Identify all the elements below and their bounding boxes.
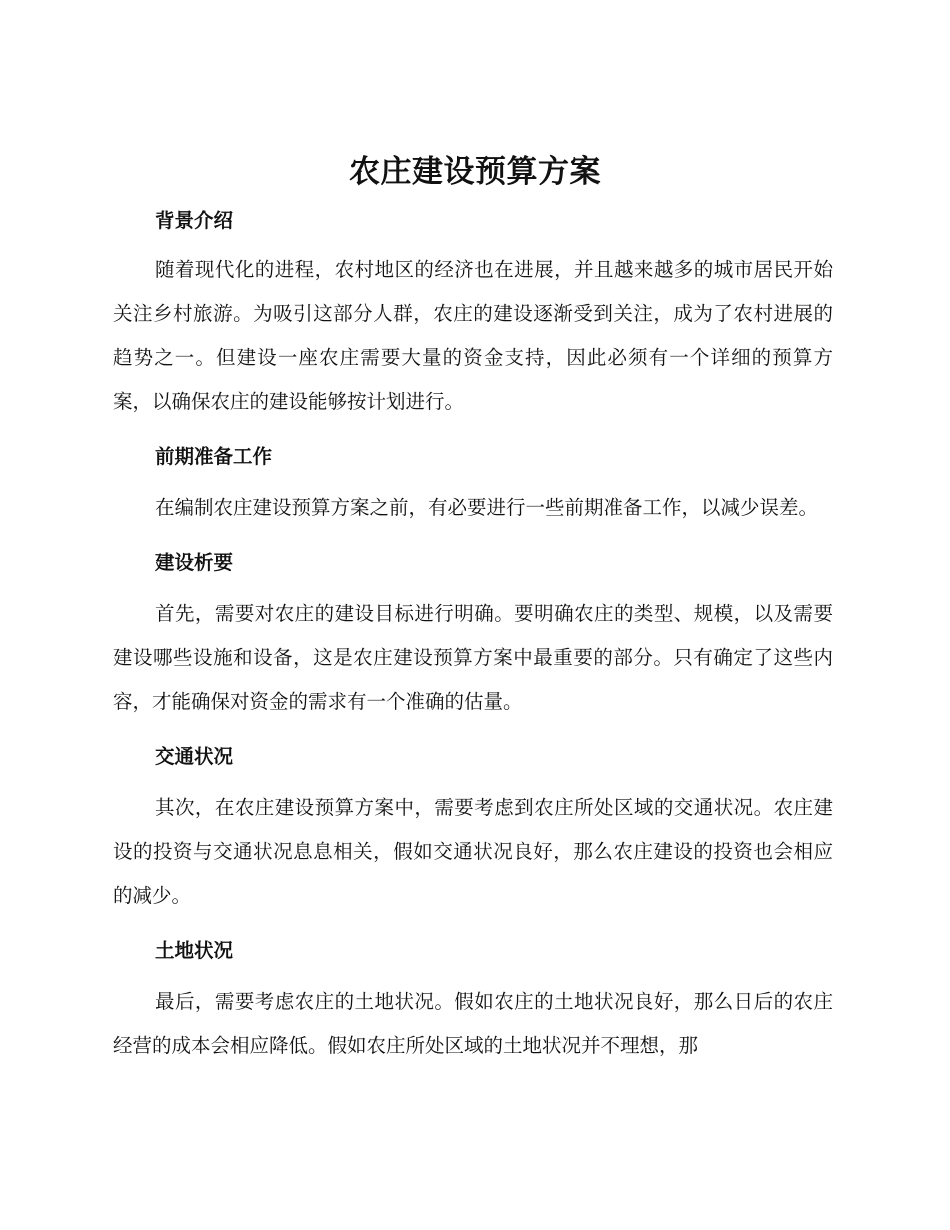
- section-heading-construction-analysis: 建设析要: [155, 551, 234, 574]
- section-paragraph-traffic: 其次，在农庄建设预算方案中，需要考虑到农庄所处区域的交通状况。农庄建设的投资与交通状况息息相关，假如交通状况良好，那么农庄建设的投资也会相应的减少。: [113, 796, 833, 907]
- section-paragraph-construction-analysis: 首先，需要对农庄的建设目标进行明确。要明确农庄的类型、规模，以及需要建设哪些设施和设备，这是农庄建设预算方案中最重要的部分。只有确定了这些内容，才能确保对资金的需求有一个准确的估量。: [113, 602, 833, 713]
- document-title: 农庄建设预算方案: [349, 154, 601, 190]
- section-paragraph-background: 随着现代化的进程，农村地区的经济也在进展，并且越来越多的城市居民开始关注乡村旅游。为吸引这部分人群，农庄的建设逐渐受到关注，成为了农村进展的趋势之一。但建设一座农庄需要大量的资金支持，因此必须有一个详细的预算方案，以确保农庄的建设能够按计划进行。: [113, 258, 833, 413]
- document-body: [113, 200, 833, 1068]
- section-heading-land: 土地状况: [155, 939, 234, 962]
- section-paragraph-preparation: 在编制农庄建设预算方案之前，有必要进行一些前期准备工作，以减少误差。: [155, 496, 819, 519]
- section-heading-traffic: 交通状况: [155, 745, 234, 768]
- section-heading-background: 背景介绍: [155, 209, 234, 232]
- section-heading-preparation: 前期准备工作: [155, 445, 273, 468]
- section-paragraph-land: 最后，需要考虑农庄的土地状况。假如农庄的土地状况良好，那么日后的农庄经营的成本会相应降低。假如农庄所处区域的土地状况并不理想，那: [113, 990, 833, 1057]
